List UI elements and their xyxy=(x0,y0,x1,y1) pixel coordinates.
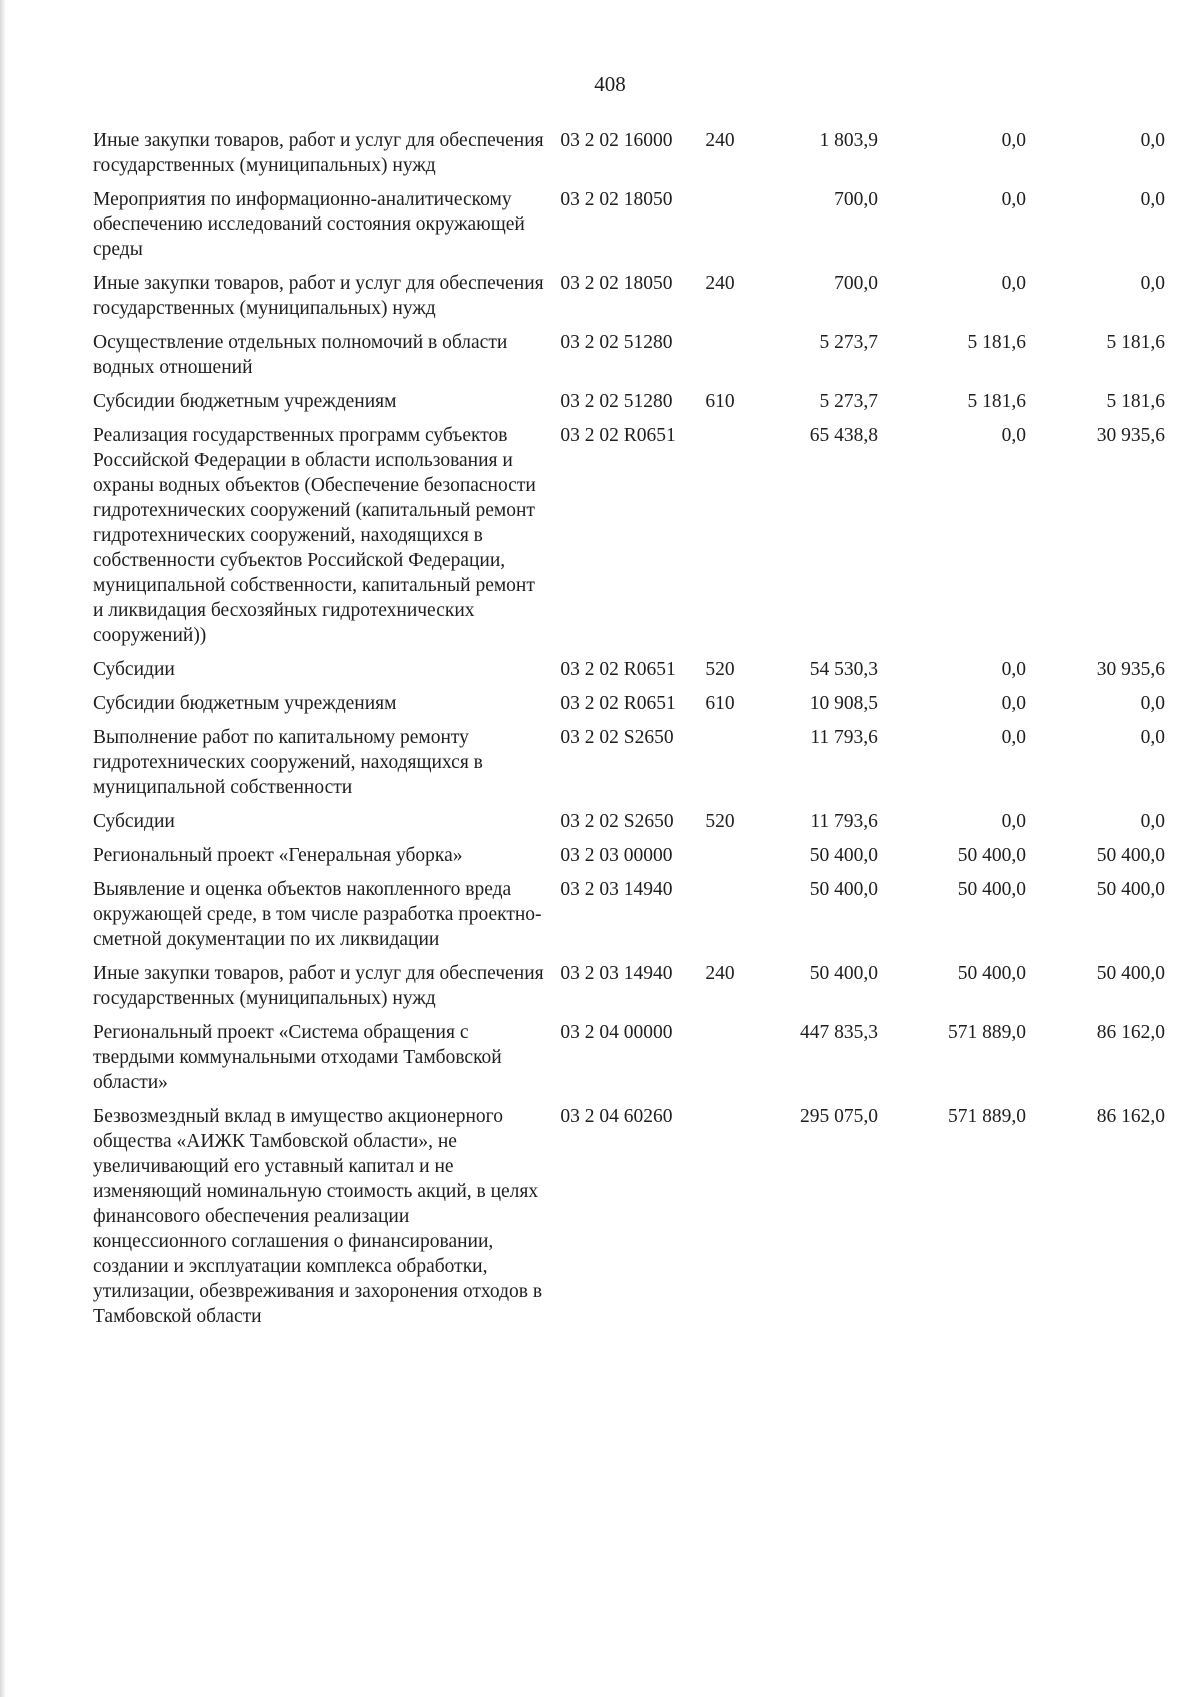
row-amount-year-2: 50 400,0 xyxy=(957,845,1026,866)
row-amount-year-3: 5 181,6 xyxy=(1106,391,1165,412)
row-name: Осуществление отдельных полномочий в области водных отношений xyxy=(93,332,508,378)
row-amount-year-3: 5 181,6 xyxy=(1106,332,1165,353)
row-classification-code: 03 2 02 S2650 xyxy=(560,811,674,832)
row-amount-year-3: 50 400,0 xyxy=(1096,963,1165,984)
row-expense-type xyxy=(693,725,766,809)
row-expense-type xyxy=(693,187,766,271)
row-name: Субсидии xyxy=(93,659,175,680)
table-row xyxy=(93,877,1165,961)
row-amount-year-3: 50 400,0 xyxy=(1096,845,1165,866)
row-amount-year-3: 30 935,6 xyxy=(1096,425,1165,446)
row-amount-year-3: 0,0 xyxy=(1140,693,1165,714)
row-amount-year-1: 1 803,9 xyxy=(819,130,878,151)
row-amount-year-1: 11 793,6 xyxy=(810,727,878,748)
table-row xyxy=(93,128,1165,187)
row-expense-type: 240 xyxy=(705,273,735,294)
row-expense-type: 520 xyxy=(705,811,735,832)
page-number: 408 xyxy=(594,72,626,96)
budget-table-body xyxy=(93,128,1165,1338)
row-name: Региональный проект «Система обращения с твердыми коммунальными отходами Тамбовской области» xyxy=(93,1022,502,1093)
row-expense-type: 610 xyxy=(705,693,735,714)
row-amount-year-2: 0,0 xyxy=(1001,727,1026,748)
row-expense-type xyxy=(693,423,766,657)
row-classification-code: 03 2 02 S2650 xyxy=(560,727,674,748)
row-name: Реализация государственных программ субъектов Российской Федерации в области использования и охраны водных объектов (Обеспечение безопасности гидротехнических сооружений (капитальный ремонт гидротехнических сооружений, находящихся в собственности субъектов Российской Федерации, муниципальной собственности, капитальный ремонт и ликвидация бесхозяйных гидротехнических сооружений)) xyxy=(93,425,536,646)
scan-edge-shadow xyxy=(0,0,6,1697)
row-expense-type xyxy=(693,1104,766,1338)
row-amount-year-3: 30 935,6 xyxy=(1096,659,1165,680)
row-classification-code: 03 2 02 R0651 xyxy=(560,425,676,446)
row-expense-type: 520 xyxy=(705,659,735,680)
row-amount-year-2: 0,0 xyxy=(1001,130,1026,151)
row-amount-year-1: 295 075,0 xyxy=(799,1106,878,1127)
row-expense-type xyxy=(693,843,766,877)
table-row xyxy=(93,389,1165,423)
row-amount-year-2: 0,0 xyxy=(1001,189,1026,210)
row-amount-year-1: 65 438,8 xyxy=(809,425,878,446)
row-classification-code: 03 2 04 00000 xyxy=(560,1022,673,1043)
row-amount-year-1: 11 793,6 xyxy=(810,811,878,832)
row-amount-year-2: 0,0 xyxy=(1001,273,1026,294)
row-classification-code: 03 2 03 14940 xyxy=(560,963,673,984)
row-amount-year-1: 10 908,5 xyxy=(809,693,878,714)
table-row xyxy=(93,843,1165,877)
row-amount-year-2: 50 400,0 xyxy=(957,879,1026,900)
row-amount-year-3: 0,0 xyxy=(1140,130,1165,151)
row-amount-year-3: 0,0 xyxy=(1140,727,1165,748)
row-name: Региональный проект «Генеральная уборка» xyxy=(93,845,463,866)
row-classification-code: 03 2 02 51280 xyxy=(560,332,673,353)
row-expense-type: 610 xyxy=(705,391,735,412)
row-classification-code: 03 2 02 18050 xyxy=(560,273,673,294)
table-row xyxy=(93,271,1165,330)
row-classification-code: 03 2 02 R0651 xyxy=(560,659,676,680)
row-amount-year-3: 0,0 xyxy=(1140,273,1165,294)
row-amount-year-3: 0,0 xyxy=(1140,811,1165,832)
row-name: Иные закупки товаров, работ и услуг для обеспечения государственных (муниципальных) нужд xyxy=(93,273,544,319)
row-amount-year-1: 50 400,0 xyxy=(809,963,878,984)
row-amount-year-2: 50 400,0 xyxy=(957,963,1026,984)
row-amount-year-2: 0,0 xyxy=(1001,425,1026,446)
row-amount-year-3: 86 162,0 xyxy=(1096,1106,1165,1127)
row-amount-year-2: 571 889,0 xyxy=(948,1106,1026,1127)
row-amount-year-1: 447 835,3 xyxy=(799,1022,878,1043)
row-name: Субсидии бюджетным учреждениям xyxy=(93,693,397,714)
row-name: Иные закупки товаров, работ и услуг для обеспечения государственных (муниципальных) нужд xyxy=(93,963,544,1009)
row-amount-year-3: 0,0 xyxy=(1140,189,1165,210)
row-classification-code: 03 2 02 51280 xyxy=(560,391,673,412)
row-classification-code: 03 2 03 14940 xyxy=(560,879,673,900)
row-expense-type: 240 xyxy=(705,963,735,984)
table-row xyxy=(93,1104,1165,1338)
row-classification-code: 03 2 03 00000 xyxy=(560,845,673,866)
table-row xyxy=(93,725,1165,809)
row-amount-year-2: 5 181,6 xyxy=(967,332,1026,353)
row-name: Безвозмездный вклад в имущество акционерного общества «АИЖК Тамбовской области», не увеличивающий его уставный капитал и не изменяющий номинальную стоимость акций, в целях финансового обеспечения реализации концессионного соглашения о финансировании, создании и эксплуатации комплекса обработки, утилизации, обезвреживания и захоронения отходов в Тамбовской области xyxy=(93,1106,543,1327)
table-row xyxy=(93,691,1165,725)
row-classification-code: 03 2 04 60260 xyxy=(560,1106,673,1127)
row-classification-code: 03 2 02 R0651 xyxy=(560,693,676,714)
row-classification-code: 03 2 02 16000 xyxy=(560,130,673,151)
row-amount-year-1: 5 273,7 xyxy=(819,332,878,353)
row-amount-year-3: 50 400,0 xyxy=(1096,879,1165,900)
row-amount-year-2: 0,0 xyxy=(1001,659,1026,680)
row-amount-year-1: 700,0 xyxy=(834,189,878,210)
row-name: Выявление и оценка объектов накопленного вреда окружающей среде, в том числе разработка проектно-сметной документации по их ликвидации xyxy=(93,879,542,950)
row-expense-type xyxy=(693,330,766,389)
row-amount-year-1: 50 400,0 xyxy=(809,845,878,866)
row-expense-type: 240 xyxy=(705,130,735,151)
table-row xyxy=(93,1020,1165,1104)
table-row xyxy=(93,187,1165,271)
row-amount-year-1: 50 400,0 xyxy=(809,879,878,900)
row-amount-year-1: 54 530,3 xyxy=(809,659,878,680)
row-expense-type xyxy=(693,877,766,961)
table-row xyxy=(93,809,1165,843)
row-name: Мероприятия по информационно-аналитическому обеспечению исследований состояния окружающей среды xyxy=(93,189,525,260)
row-name: Иные закупки товаров, работ и услуг для обеспечения государственных (муниципальных) нужд xyxy=(93,130,544,176)
row-name: Выполнение работ по капитальному ремонту гидротехнических сооружений, находящихся в муниципальной собственности xyxy=(93,727,483,798)
row-expense-type xyxy=(693,1020,766,1104)
table-row xyxy=(93,423,1165,657)
row-classification-code: 03 2 02 18050 xyxy=(560,189,673,210)
table-row xyxy=(93,330,1165,389)
row-name: Субсидии xyxy=(93,811,175,832)
row-amount-year-1: 5 273,7 xyxy=(819,391,878,412)
row-name: Субсидии бюджетным учреждениям xyxy=(93,391,397,412)
row-amount-year-2: 5 181,6 xyxy=(967,391,1026,412)
row-amount-year-2: 0,0 xyxy=(1001,693,1026,714)
row-amount-year-2: 0,0 xyxy=(1001,811,1026,832)
row-amount-year-1: 700,0 xyxy=(834,273,878,294)
budget-table xyxy=(93,128,1165,1338)
row-amount-year-3: 86 162,0 xyxy=(1096,1022,1165,1043)
table-row xyxy=(93,657,1165,691)
row-amount-year-2: 571 889,0 xyxy=(948,1022,1026,1043)
table-row xyxy=(93,961,1165,1020)
